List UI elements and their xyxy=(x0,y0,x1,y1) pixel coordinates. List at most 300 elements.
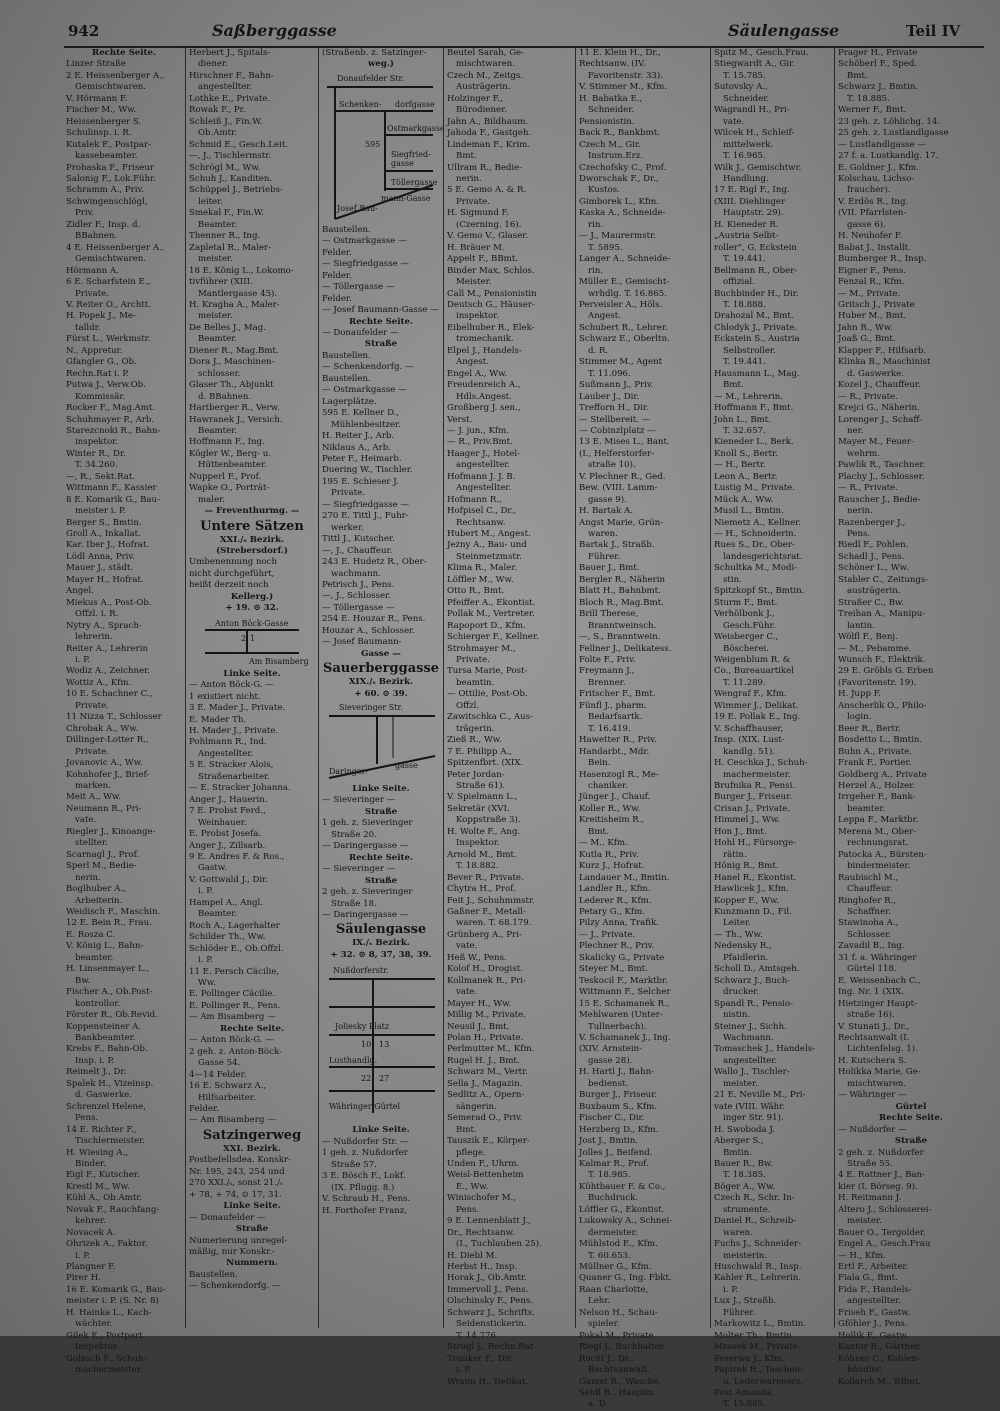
map-street-label: Schenken- xyxy=(339,99,382,109)
section-label: + 19. ⊙ 32. xyxy=(225,603,279,614)
directory-line: — R., Private. xyxy=(838,391,898,402)
directory-line: Straße 20. xyxy=(331,829,377,840)
directory-line: — J. jun., Kfm. xyxy=(447,425,509,436)
directory-line: Kühtbauer F. & Co., xyxy=(579,1181,666,1192)
directory-line: — Sieveringer — xyxy=(322,795,396,806)
directory-line: mittelwerk. xyxy=(723,139,774,150)
directory-line: Razenberger J., xyxy=(838,517,906,528)
directory-line: Ullram R., Bedie- xyxy=(447,162,523,173)
directory-line: Bauer O., Tergolder. xyxy=(838,1227,926,1238)
directory-line: Prohaska F., Friseur xyxy=(66,162,154,173)
directory-line: gasse 9). xyxy=(588,494,627,505)
directory-line: Ringhofer R., xyxy=(838,895,897,906)
directory-line: Wittmann F., Selcher xyxy=(579,987,671,998)
directory-line: Hietzinger Haupt- xyxy=(838,998,918,1009)
directory-line: Bartak J., Straßb. xyxy=(579,540,655,551)
directory-line: heißt derzeit noch xyxy=(189,580,269,591)
directory-line: Spitzkopf St., Bmtin. xyxy=(714,586,805,597)
street-heading: Satzingerweg xyxy=(202,1127,302,1143)
directory-line: Private. xyxy=(456,196,490,207)
directory-line: Novak F., Rauchfang- xyxy=(66,1204,160,1215)
directory-line: Knoll S., Bertr. xyxy=(714,448,778,459)
directory-line: 4—14 Felder. xyxy=(189,1069,247,1080)
directory-line: meister. xyxy=(847,1216,882,1227)
column-divider xyxy=(443,48,444,1328)
directory-line: Mayer M., Feuer- xyxy=(838,437,914,448)
directory-line: ner. xyxy=(847,425,864,436)
directory-line: Binder. xyxy=(75,1158,107,1169)
directory-line: Eibelhuber R., Elek- xyxy=(447,322,535,333)
directory-line: waren. T. 68.179. xyxy=(456,918,532,929)
directory-line: austrägerin. xyxy=(847,586,901,597)
directory-line: Selbstroller. xyxy=(723,345,776,356)
directory-line: Verst. xyxy=(447,414,473,425)
directory-line: Schuh J., Kanditen. xyxy=(189,173,273,184)
directory-line: nerin. xyxy=(847,506,873,517)
directory-line: Deutsch G., Häuser- xyxy=(447,299,535,310)
directory-line: Bloch R., Mag.Bmt. xyxy=(579,597,664,608)
directory-line: Fiala G., Bmt. xyxy=(838,1273,898,1284)
directory-line: diener. xyxy=(198,59,228,70)
directory-line: 11 E. Persch Cäcilie, xyxy=(189,966,280,977)
directory-line: Hasenzogl R., Me- xyxy=(579,769,659,780)
directory-line: Spalek H., Vizeinsp. xyxy=(66,1078,154,1089)
directory-line: waren. xyxy=(588,529,618,540)
directory-line: Hanel R., Ekontist. xyxy=(714,872,797,883)
section-label: Gasse — xyxy=(361,648,401,659)
directory-line: Felder. xyxy=(189,1103,219,1114)
section-label: Linke Seite. xyxy=(352,1125,410,1136)
directory-line: Schwarz E., Oberltn. xyxy=(579,334,670,345)
directory-line: Lukowsky A., Schnei- xyxy=(579,1216,673,1227)
directory-line: Pens. xyxy=(847,529,871,540)
directory-line: Semerad O., Priv. xyxy=(447,1113,523,1124)
directory-line: rechnungsrat. xyxy=(847,838,909,849)
directory-line: nerin. xyxy=(456,173,482,184)
map-street-label: Siegfried- xyxy=(391,149,431,159)
directory-line: E. Pollinger Cäcilie. xyxy=(189,989,276,1000)
directory-line: Schmid E., Gesch.Leit. xyxy=(189,139,289,150)
directory-line: — J., Private. xyxy=(579,929,636,940)
directory-line: Winischofer M., xyxy=(447,1193,517,1204)
directory-line: Perlmutter M., Kfm. xyxy=(447,1044,535,1055)
directory-line: Bew. (VIII. Lamm- xyxy=(579,483,658,494)
directory-line: Klapper F., Hilfsarb. xyxy=(838,345,927,356)
street-map-satzinger xyxy=(325,73,445,223)
directory-line: Kohnhofer J., Brief- xyxy=(66,769,150,780)
directory-line: Bedarfsartk. xyxy=(588,712,643,723)
map-house-number: 2 xyxy=(241,633,247,643)
directory-line: Brill Therese, xyxy=(579,609,639,620)
directory-line: Haager J., Hotel- xyxy=(447,448,521,459)
directory-line: Sperl M., Bedie- xyxy=(66,861,137,872)
directory-line: Berger S., Bmtin. xyxy=(66,517,142,528)
directory-line: Winter R., Dr. xyxy=(66,448,126,459)
directory-line: 7 E. Probst Ferd., xyxy=(189,806,266,817)
directory-line: T. 34.260. xyxy=(75,460,118,471)
directory-line: vate (VIII. Währ. xyxy=(714,1101,786,1112)
directory-line: beamtin. xyxy=(456,677,495,688)
directory-line: E. Mader Th. xyxy=(189,714,247,725)
directory-line: — Josef Baumann-Gasse — xyxy=(322,305,439,316)
directory-line: V. Plechner R., Ged. xyxy=(579,471,666,482)
directory-line: Gritsch J., Private xyxy=(838,299,915,310)
directory-line: Hörmann A. xyxy=(66,265,119,276)
street-heading: Sauerberggasse xyxy=(322,661,440,677)
directory-line: mäßig, nur Konskr.- xyxy=(189,1246,275,1257)
directory-line: 27 f. a. Lustkandlg. 17. xyxy=(838,151,939,162)
directory-line: Stiegwardt A., Gir. xyxy=(714,59,795,70)
directory-line: Hofpisel C., Dr., xyxy=(447,506,517,517)
directory-line: Heissenberger S. xyxy=(66,116,142,127)
directory-line: Folte F., Priv. xyxy=(579,655,636,666)
directory-line: Immervoll J., Pens. xyxy=(447,1284,529,1295)
map-street-label: Lusthandlg. xyxy=(329,1056,378,1066)
directory-line: T. 19.441. xyxy=(723,357,766,368)
map-street-label: Anton Böck-Gasse xyxy=(215,618,289,628)
directory-line: Fritscher F., Bmt. xyxy=(579,689,656,700)
section-label: Gürtel xyxy=(895,1101,927,1112)
directory-line: — Ottilie, Post-Ob. xyxy=(447,689,528,700)
directory-line: Koller R., Ww. xyxy=(579,803,641,814)
directory-line: Beamter. xyxy=(198,334,238,345)
directory-line: Goldberg A., Private xyxy=(838,769,927,780)
directory-line: Schlöder E., Ob.Offzl. xyxy=(189,943,284,954)
directory-line: Zidler F., Insp. d. xyxy=(66,219,141,230)
directory-line: Führer. xyxy=(723,1307,756,1318)
directory-line: Schwarz J., Bmtin. xyxy=(838,82,918,93)
directory-line: angestellter. xyxy=(723,1055,778,1066)
directory-line: Wölfl F., Benj. xyxy=(838,632,898,643)
directory-line: Rechtsanwalt. xyxy=(588,1365,650,1376)
directory-line: V. Schamanek J., Ing. xyxy=(579,1032,671,1043)
directory-line: Jolles J., Beifend. xyxy=(579,1147,653,1158)
directory-line: Ob.Amtr. xyxy=(198,128,237,139)
directory-line: Thenner R., Ing. xyxy=(189,231,261,242)
section-label: + 60. ⊙ 39. xyxy=(354,688,408,699)
directory-line: 12 E. Bein R., Frau. xyxy=(66,918,152,929)
directory-line: rin. xyxy=(588,265,604,276)
directory-line: (XIII. Diehlinger xyxy=(714,196,786,207)
directory-line: Kieneder L., Berk. xyxy=(714,437,794,448)
directory-line: —, R., Sekt.Rat. xyxy=(66,471,136,482)
directory-line: Bankbeamter. xyxy=(75,1032,136,1043)
directory-line: — Töllergasse — xyxy=(322,282,395,293)
directory-line: Kommissär. xyxy=(75,391,126,402)
directory-line: Löffler M., Ww. xyxy=(447,574,514,585)
directory-line: Beamter. xyxy=(198,219,238,230)
directory-line: H. Reiter J., Arb. xyxy=(322,431,395,442)
directory-line: T. 14.776. xyxy=(456,1330,499,1341)
directory-line: Otto R., Bmt. xyxy=(447,586,505,597)
map-house-number: 13 xyxy=(379,1040,390,1050)
directory-line: Angest. xyxy=(456,357,489,368)
directory-line: Hubert M., Angest. xyxy=(447,529,531,540)
directory-line: 9 E. Andres F. & Ros., xyxy=(189,852,285,862)
directory-line: Wengraf F., Kfm. xyxy=(714,689,787,700)
directory-line: straße 10). xyxy=(588,460,636,471)
column-divider xyxy=(834,48,835,1328)
directory-line: angestellter. xyxy=(847,1296,902,1307)
directory-line: Langer A., Schneide- xyxy=(579,254,671,265)
directory-line: Fünfl J., pharm. xyxy=(579,700,647,711)
directory-line: Gilek E., Postpart. xyxy=(66,1330,146,1341)
directory-line: meister i. P. (S. Nr. 8) xyxy=(66,1296,159,1307)
directory-line: Private. xyxy=(456,655,490,666)
directory-line: T. 18.985. xyxy=(588,1170,631,1181)
directory-line: 195 E. Schieser J. xyxy=(322,476,399,487)
directory-line: Spitz M., Gesch.Frau. xyxy=(714,48,809,58)
directory-line: Schneider. xyxy=(588,105,635,116)
directory-line: i. P. xyxy=(75,1250,90,1261)
section-label: weg.) xyxy=(368,59,394,70)
directory-line: Krestl M., Ww. xyxy=(66,1181,130,1192)
directory-line: Czech R., Schr. In- xyxy=(714,1193,795,1204)
right-running-head: Säulengasse xyxy=(728,21,840,40)
directory-line: Straße 57. xyxy=(331,1159,377,1170)
directory-line: 25 geh. z. Lustlandlgasse xyxy=(838,128,949,139)
directory-line: 2 E. Heissenberger A., xyxy=(66,70,165,81)
directory-line: Heß W., Pens. xyxy=(447,952,507,963)
directory-line: Steyer M., Bmt. xyxy=(579,964,648,975)
map-street-label: Töllergasse xyxy=(391,177,438,187)
directory-line: Koppstraße 3). xyxy=(456,815,521,826)
directory-line: Elpel J., Handels- xyxy=(447,345,522,356)
directory-line: Schadl J., Pens. xyxy=(838,551,905,562)
directory-line: E. Probst Josefa. xyxy=(189,829,262,840)
directory-line: — Ostmarkgasse — xyxy=(322,236,407,247)
directory-line: Mantlergasse 45). xyxy=(198,288,278,299)
directory-line: — R., Priv.Bmt. xyxy=(447,437,513,448)
directory-line: 243 E. Hudetz R., Ober- xyxy=(322,557,427,568)
directory-line: —, J., Chauffeur. xyxy=(322,545,393,556)
directory-line: Putwa J., Verw.Ob. xyxy=(66,380,146,391)
directory-line: Tittl J., Kutscher. xyxy=(322,534,395,545)
directory-line: Czechofsky C., Prof. xyxy=(579,162,667,173)
directory-line: Landauer M., Bmtin. xyxy=(579,872,670,883)
directory-line: Bergler R., Näherin xyxy=(579,574,666,585)
directory-line: Eckstein S., Austria xyxy=(714,334,800,345)
directory-line: Löffler G., Ekontist. xyxy=(579,1204,665,1215)
directory-line: meisterin. xyxy=(723,1250,768,1261)
directory-line: Hawetter R., Priv. xyxy=(579,735,657,746)
directory-line: Leon A., Bertr. xyxy=(714,471,778,482)
directory-line: Plachy J., Schlosser. xyxy=(838,471,925,482)
directory-line: Stabler C., Zeitungs- xyxy=(838,574,929,585)
directory-line: Salonig F., Lok.Führ. xyxy=(66,173,157,184)
directory-line: Wimmer J., Delikat. xyxy=(714,700,799,711)
map-house-number: 595 xyxy=(365,139,381,149)
column-4 xyxy=(447,48,573,1387)
directory-line: Blatt H., Bahnbmt. xyxy=(579,586,661,597)
directory-line: Starezcnoki R., Bahn- xyxy=(66,425,161,436)
directory-line: Horak J., Ob.Amtr. xyxy=(447,1273,527,1284)
directory-line: Ohrizek A., Faktor. xyxy=(66,1239,148,1250)
directory-line: Hawranek J., Versich. xyxy=(189,414,283,425)
directory-line: Mayer H., Ww. xyxy=(447,998,512,1009)
directory-line: Pfeiffer A., Ekontist. xyxy=(447,597,536,608)
directory-line: Spitzenfbrt. (XIX. xyxy=(447,758,524,769)
directory-line: Felder. xyxy=(322,293,352,304)
directory-line: Pilzy Anna, Trafik. xyxy=(579,918,659,929)
directory-line: H. Kieneder R. xyxy=(714,219,779,230)
directory-line: Pens. xyxy=(456,1204,480,1215)
directory-line: Kutla R., Priv. xyxy=(579,849,639,860)
directory-line: nistin. xyxy=(723,1010,751,1021)
directory-line: Engel A., Gesch.Frau xyxy=(838,1239,931,1250)
directory-line: marken. xyxy=(75,781,111,791)
directory-line: Fischer C., Dir. xyxy=(579,1113,645,1124)
directory-line: E., Ww. xyxy=(456,1181,489,1192)
column-3 xyxy=(322,48,445,1328)
directory-line: Straße 61). xyxy=(456,781,506,791)
directory-line: — M., Lehrerin. xyxy=(714,391,783,402)
directory-line: Sedlitz A., Opern- xyxy=(447,1090,525,1101)
directory-line: Insp. (XIX. Lust- xyxy=(714,735,785,746)
directory-line: Leppa F., Marktbr. xyxy=(838,815,919,826)
directory-line: Inspektor. xyxy=(75,1342,119,1353)
directory-line: Peter Jordan- xyxy=(447,769,505,780)
directory-line: Klima R., Maler. xyxy=(447,563,518,574)
directory-line: Schultka M., Modi- xyxy=(714,563,798,574)
directory-line: — Siegfriedgasse — xyxy=(322,259,410,270)
directory-line: T. 11.096. xyxy=(588,368,631,379)
directory-line: vate. xyxy=(456,941,478,952)
directory-line: Zieß R., Ww. xyxy=(447,735,502,746)
directory-line: Private. xyxy=(75,746,109,757)
directory-line: Koppensteiner A. xyxy=(66,1021,142,1032)
directory-line: H. Swoboda J. xyxy=(714,1124,775,1135)
directory-line: 17 E. Rigl F., Ing. xyxy=(714,185,790,196)
directory-line: wehrm. xyxy=(847,448,880,459)
section-label: Rechte Seite. xyxy=(220,1023,284,1034)
directory-line: 11 Nizza T., Schlosser xyxy=(66,712,162,723)
directory-line: H. Wiesing A., xyxy=(66,1147,129,1158)
directory-line: Herbst H., Insp. xyxy=(447,1262,518,1273)
directory-line: lantin. xyxy=(847,620,875,631)
directory-line: Anger J., Zillsarb. xyxy=(189,840,266,851)
street-heading: Untere Sätzen xyxy=(200,518,304,534)
directory-line: Müllner G., Kfm. xyxy=(579,1262,652,1273)
directory-line: — M., Pebamme. xyxy=(838,643,912,654)
column-7 xyxy=(838,48,984,1387)
directory-line: — Donaufelder — xyxy=(322,327,399,338)
directory-line: 14 E. Richter F., xyxy=(66,1124,137,1135)
directory-line: (XIV. Arnstein- xyxy=(579,1044,643,1055)
directory-line: V. Stunati J., Dr., xyxy=(838,1021,910,1032)
directory-line: John L., Bmt. xyxy=(714,414,771,425)
directory-line: meister. xyxy=(198,311,233,322)
directory-line: Rechtsanw. xyxy=(456,517,506,528)
directory-line: Jost J., Bmtin. xyxy=(579,1136,639,1147)
directory-line: Verhölbonk J., xyxy=(714,609,775,620)
directory-line: Hohl H., Fürsorge- xyxy=(714,838,797,849)
directory-line: 3 E. Bösch F., Lokf. xyxy=(322,1171,406,1182)
directory-line: Dillinger-Lotter R., xyxy=(66,735,149,746)
directory-line: Kollarch M., BBmt. xyxy=(838,1376,922,1387)
directory-line: Wottiz A., Kfm. xyxy=(66,677,132,688)
directory-line: Holikka Marie, Ge- xyxy=(838,1067,921,1078)
directory-line: Bauer J., Bmt. xyxy=(579,563,640,574)
directory-line: Scholl D., Amtsgeh. xyxy=(714,964,800,975)
map-street-label: Währinger Gürtel xyxy=(329,1102,401,1112)
directory-line: Bumberger R., Insp. xyxy=(838,254,927,265)
directory-line: Diener R., Mag.Bmt. xyxy=(189,345,279,356)
directory-line: Baustellen. xyxy=(322,350,371,361)
directory-line: Hilfsarbeiter. xyxy=(198,1092,256,1103)
directory-line: inspektor. xyxy=(75,437,119,448)
directory-line: händler. xyxy=(847,1365,883,1376)
map-street-label: gasse xyxy=(391,158,414,168)
directory-line: Chrobak A., Ww. xyxy=(66,723,139,734)
directory-line: angestellter. xyxy=(456,460,511,471)
directory-line: Schierger F., Kellner. xyxy=(447,632,539,643)
directory-line: Grünberg A., Pri- xyxy=(447,929,522,940)
directory-line: Patocka A., Bürsten- xyxy=(838,849,927,860)
directory-line: Binder Max, Schlos. xyxy=(447,265,535,276)
directory-line: Fuchs J., Schneider- xyxy=(714,1239,802,1250)
directory-line: Stimmer M., Agent xyxy=(579,357,663,368)
directory-line: beamter. xyxy=(847,803,886,814)
directory-line: Drahozal M., Bmt. xyxy=(714,311,794,322)
directory-line: V. Reiter O., Archtt. xyxy=(66,299,151,310)
directory-line: 29 E. Gröbls G. Erben xyxy=(838,666,934,677)
directory-line: Pawlik R., Taschner. xyxy=(838,460,926,471)
directory-line: — Nußdorfer — xyxy=(838,1124,907,1135)
directory-line: 4 E. Rattner J., Ban- xyxy=(838,1170,925,1181)
directory-line: Riegler J., Kinoange- xyxy=(66,826,156,837)
directory-line: Quaner G., Ing. Fbkt. xyxy=(579,1273,672,1284)
directory-line: Anscherlik O., Philo- xyxy=(838,700,927,711)
directory-line: Numerierung unregel- xyxy=(189,1235,288,1246)
directory-line: Mehlwaren (Unter- xyxy=(579,1010,663,1021)
directory-line: Köhner C., Kohlen- xyxy=(838,1353,920,1364)
directory-line: Stawinoha A., xyxy=(838,918,899,929)
directory-line: — Anton Böck-G. — xyxy=(189,680,274,691)
directory-line: T. 15.785. xyxy=(723,70,766,81)
directory-line: Boglhuber A., xyxy=(66,884,126,895)
directory-line: rin. xyxy=(588,219,604,230)
directory-line: Zawitschka C., Aus- xyxy=(447,712,533,723)
directory-line: Lichtenfelsg. 1). xyxy=(847,1044,918,1055)
directory-line: Molter Th., Bmtin. xyxy=(714,1330,795,1341)
map-house-number: 1 xyxy=(250,633,256,643)
directory-line: Straße 55. xyxy=(847,1158,893,1169)
directory-line: vate. xyxy=(456,987,478,998)
directory-line: Hofmann R., xyxy=(447,494,502,505)
directory-line: a. D. xyxy=(588,1399,608,1410)
directory-line: Hirschner F., Bahn- xyxy=(189,70,274,81)
directory-line: Austrägerin. xyxy=(456,82,511,93)
directory-line: Engel A., Ww. xyxy=(447,368,508,379)
directory-line: —, J., Schlosser. xyxy=(322,591,391,602)
directory-line: H. Popek J., Me- xyxy=(66,311,136,322)
directory-line: Zapletal R., Maler- xyxy=(189,242,271,253)
directory-line: Postbefellsdea. Konskr- xyxy=(189,1155,291,1166)
column-6 xyxy=(714,48,832,1410)
directory-line: Bever R., Private. xyxy=(447,872,524,883)
directory-line: Jahoda F., Gastgeh. xyxy=(447,128,532,139)
directory-line: — E. Stracker Johanna. xyxy=(189,783,291,794)
directory-line: Offzl. xyxy=(456,700,480,711)
directory-line: (Straßenb. z. Satzinger- xyxy=(322,48,427,58)
directory-line: chaniker. xyxy=(588,781,628,791)
directory-line: + 78, + 74, ⊙ 17, 31. xyxy=(189,1189,282,1200)
directory-line: Hauptstr. 29). xyxy=(723,208,784,219)
directory-line: Crisan J., Private. xyxy=(714,803,791,814)
directory-line: Schramm A., Priv. xyxy=(66,185,145,196)
directory-line: Schleiß J., Fin.W. xyxy=(189,116,263,127)
